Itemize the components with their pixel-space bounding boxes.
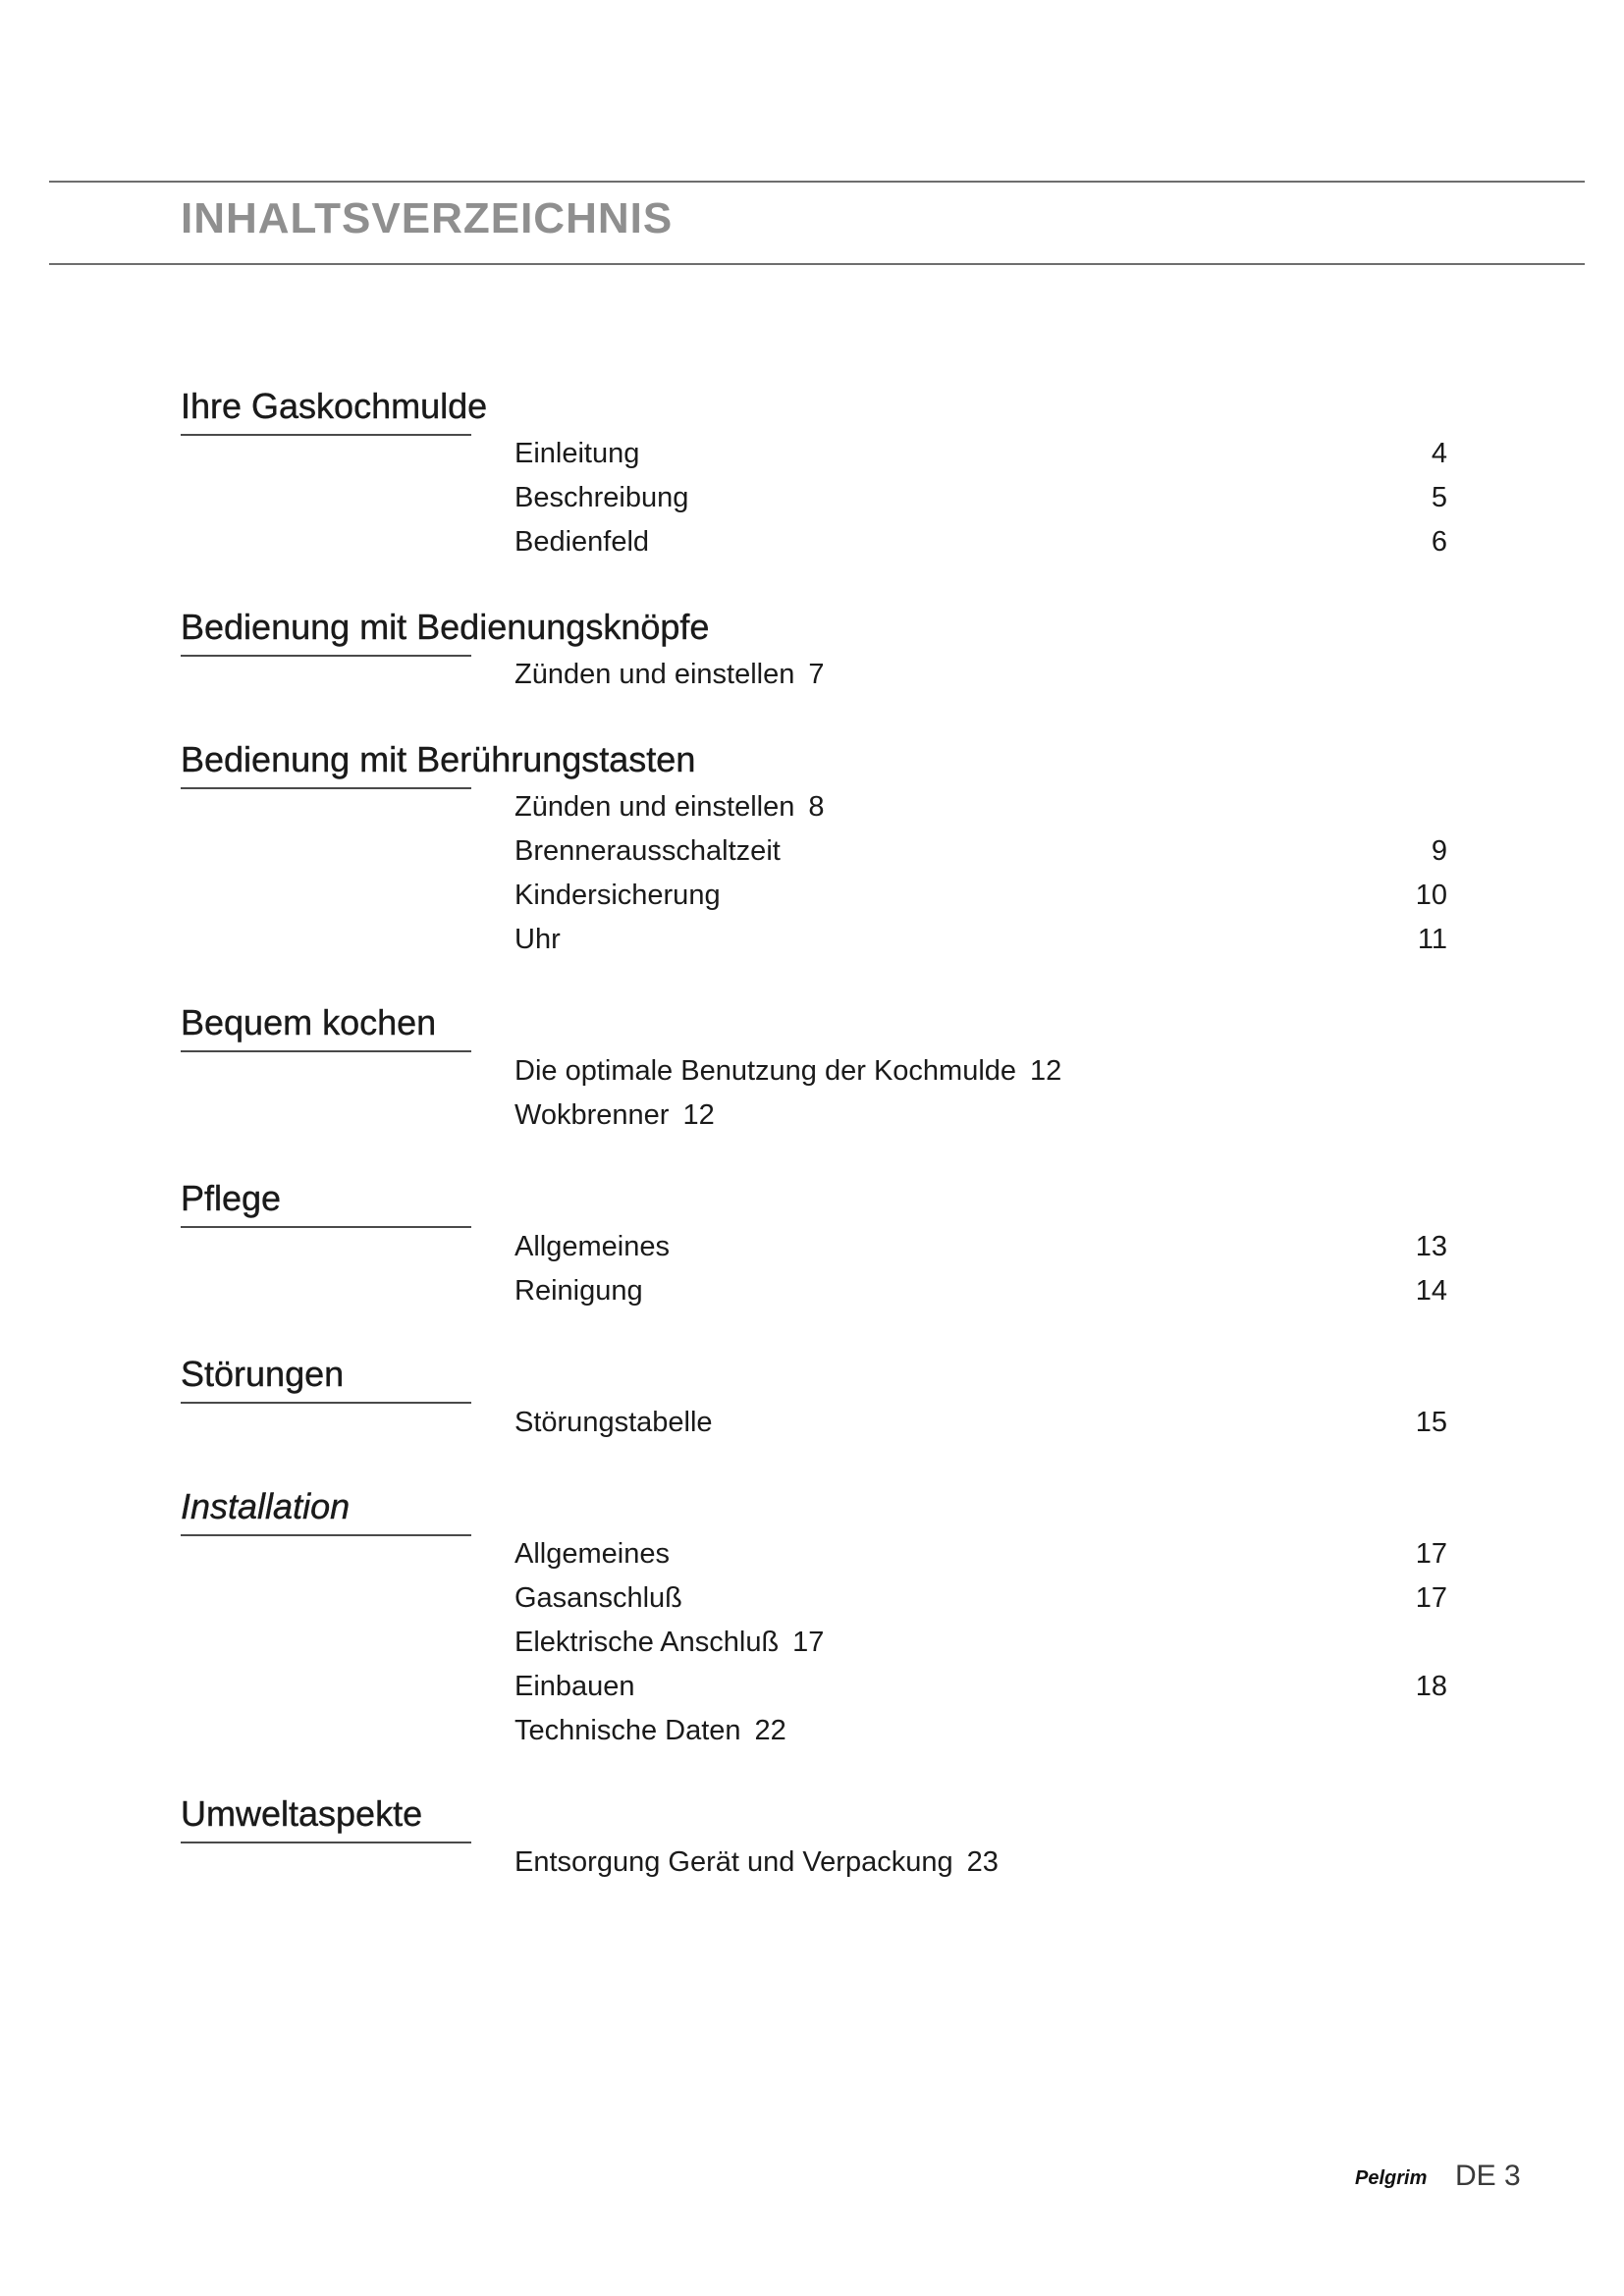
toc-entry[interactable] — [514, 1273, 1447, 1308]
toc-entry-label: Gasanschluß — [514, 1582, 682, 1614]
toc-entry-page: 6 — [1431, 526, 1447, 558]
page-title: INHALTSVERZEICHNIS — [181, 194, 674, 242]
toc-entry-label: Technische Daten — [514, 1715, 741, 1746]
toc-entry-page: 10 — [1415, 880, 1447, 911]
toc-entry-label: Wokbrenner — [514, 1099, 670, 1131]
toc-entry[interactable] — [514, 1097, 1447, 1133]
toc-entry[interactable] — [514, 922, 1447, 957]
section-heading-bedienung-knoepfe: Bedienung mit Bedienungsknöpfe — [181, 606, 471, 649]
toc-entry-label: Zünden und einstellen — [514, 791, 795, 823]
section-heading-stoerungen: Störungen — [181, 1353, 471, 1396]
section-heading-ihre-gaskochmulde: Ihre Gaskochmulde — [181, 385, 471, 428]
toc-entry-page: 5 — [1431, 482, 1447, 513]
toc-entry-label: Elektrische Anschluß — [514, 1627, 780, 1658]
toc-entry-page: 15 — [1415, 1407, 1447, 1438]
toc-entry-page: 12 — [682, 1099, 715, 1131]
toc-entry[interactable] — [514, 1229, 1447, 1264]
header-top-rule — [49, 181, 1585, 183]
toc-entry[interactable] — [514, 789, 1447, 825]
toc-entry[interactable] — [514, 1669, 1447, 1704]
toc-entry-page: 8 — [808, 791, 825, 823]
toc-entry-page: 22 — [754, 1715, 786, 1746]
toc-entry-label: Entsorgung Gerät und Verpackung — [514, 1846, 953, 1878]
toc-entry-label: Die optimale Benutzung der Kochmulde — [514, 1055, 1017, 1087]
toc-entry[interactable] — [514, 1625, 1447, 1660]
toc-entry-page: 9 — [1431, 835, 1447, 867]
toc-entry-page: 17 — [1415, 1582, 1447, 1614]
toc-entry-page: 14 — [1415, 1275, 1447, 1307]
toc-entry-label: Brennerausschaltzeit — [514, 835, 781, 867]
toc-entry-label: Einbauen — [514, 1671, 635, 1702]
page-number: DE 3 — [1455, 2160, 1521, 2192]
toc-entry-page: 4 — [1431, 438, 1447, 469]
section-heading-bequem-kochen: Bequem kochen — [181, 1001, 471, 1044]
toc-entry-label: Kindersicherung — [514, 880, 721, 911]
toc-entry-page: 17 — [792, 1627, 825, 1658]
toc-entry[interactable] — [514, 1536, 1447, 1572]
toc-entry[interactable] — [514, 524, 1447, 560]
brand-logo: Pelgrim — [1355, 2167, 1428, 2189]
toc-entry[interactable] — [514, 1844, 1447, 1880]
toc-entry-label: Einleitung — [514, 438, 640, 469]
toc-entry-label: Reinigung — [514, 1275, 643, 1307]
toc-entry[interactable] — [514, 878, 1447, 913]
toc-entry[interactable] — [514, 1580, 1447, 1616]
section-heading-umweltaspekte: Umweltaspekte — [181, 1792, 471, 1836]
page-footer — [1355, 2160, 1532, 2209]
toc-entry[interactable] — [514, 480, 1447, 515]
toc-entry-label: Uhr — [514, 924, 561, 955]
toc-entry-label: Bedienfeld — [514, 526, 650, 558]
header-bottom-rule — [49, 263, 1585, 265]
toc-entry-page: 17 — [1415, 1538, 1447, 1570]
toc-entry[interactable] — [514, 657, 1447, 692]
toc-entry[interactable] — [514, 833, 1447, 869]
section-heading-installation: Installation — [181, 1485, 471, 1528]
toc-entry-page: 12 — [1030, 1055, 1062, 1087]
section-heading-pflege: Pflege — [181, 1177, 471, 1220]
toc-entry-label: Beschreibung — [514, 482, 689, 513]
toc-entry-page: 23 — [966, 1846, 999, 1878]
toc-entry-label: Störungstabelle — [514, 1407, 713, 1438]
toc-entry[interactable] — [514, 1713, 1447, 1748]
toc-entry[interactable] — [514, 1053, 1447, 1089]
toc-entry-label: Allgemeines — [514, 1231, 670, 1262]
toc-entry-page: 13 — [1415, 1231, 1447, 1262]
toc-entry-label: Allgemeines — [514, 1538, 670, 1570]
toc-entry[interactable] — [514, 1405, 1447, 1440]
section-heading-bedienung-tasten: Bedienung mit Berührungstasten — [181, 738, 471, 781]
toc-entry-label: Zünden und einstellen — [514, 659, 795, 690]
toc-entry[interactable] — [514, 436, 1447, 471]
toc-entry-page: 18 — [1415, 1671, 1447, 1702]
toc-entry-page: 11 — [1417, 924, 1447, 955]
toc-entry-page: 7 — [808, 659, 825, 690]
